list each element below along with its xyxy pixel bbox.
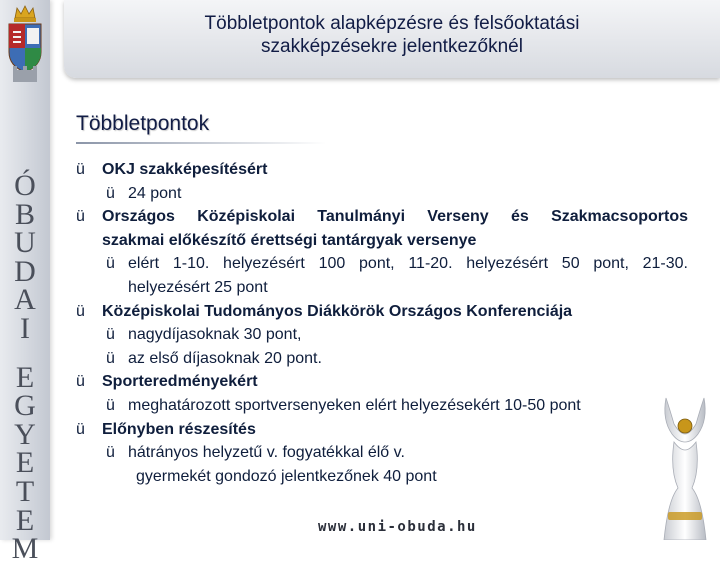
footer-url: www.uni-obuda.hu xyxy=(318,519,477,535)
sub-list-item xyxy=(76,394,688,418)
sidebar-letter: A xyxy=(14,283,36,317)
sub-item-label: az első díjasoknak 20 pont. xyxy=(128,349,322,367)
label-line: helyezésért 25 pont xyxy=(128,278,268,296)
checkmark-icon: ü xyxy=(106,255,115,273)
sub-item-continuation: gyermekét gondozó jelentkezőnek 40 pont xyxy=(136,467,437,485)
section-title: Többletpontok xyxy=(76,112,210,135)
university-crest-icon xyxy=(3,4,47,84)
vertical-university-name xyxy=(0,169,50,565)
sidebar-letter: U xyxy=(14,226,36,260)
sub-item-label: meghatározott sportversenyeken elért helyezésekért 10-50 pont xyxy=(128,396,581,414)
sub-list-item xyxy=(76,441,688,465)
label-line: Országos Középiskolai Tanulmányi Verseny és Szakmacsoportos xyxy=(102,208,688,226)
sidebar-letter: Y xyxy=(14,417,36,451)
sub-list-item xyxy=(76,182,688,206)
list-item-label: Középiskolai Tudományos Diákkörök Országos Konferenciája xyxy=(102,302,573,320)
title-line: Többletpontok alapképzésre és felsőoktatási xyxy=(204,13,580,34)
checkmark-icon: ü xyxy=(106,184,115,202)
sidebar-letter: D xyxy=(14,254,36,288)
sidebar-letter: E xyxy=(15,503,35,537)
sub-item-label: hátrányos helyzetű v. fogyatékkal élő v. xyxy=(128,444,405,462)
sidebar-letter: T xyxy=(15,474,35,508)
list-item xyxy=(76,205,688,252)
sub-list-item xyxy=(76,323,688,347)
checkmark-icon: ü xyxy=(76,161,85,178)
checkmark-icon: ü xyxy=(76,302,85,320)
label-line: elért 1-10. helyezésért 100 pont, 11-20. helyezésért 50 pont, 21-30. xyxy=(128,255,688,273)
sidebar-letter: B xyxy=(14,197,35,231)
sidebar-letter: Ó xyxy=(14,169,36,202)
checkmark-icon: ü xyxy=(106,396,115,414)
sub-list-item xyxy=(76,252,688,299)
sub-item-label: nagydíjasoknak 30 pont, xyxy=(128,326,302,344)
checkmark-icon: ü xyxy=(76,373,85,391)
checkmark-icon: ü xyxy=(106,349,115,367)
list-item xyxy=(76,370,688,394)
list-item xyxy=(76,418,688,442)
list-item xyxy=(76,300,688,324)
label-line: szakmai előkészítő érettségi tantárgyak versenye xyxy=(102,231,477,249)
page-title xyxy=(205,12,580,58)
left-sidebar-band xyxy=(0,0,50,565)
sidebar-letter: E xyxy=(15,360,35,394)
sidebar-letter: I xyxy=(20,311,30,345)
bullet-list xyxy=(76,158,688,488)
sub-list-item xyxy=(76,347,688,371)
list-item-label: Előnyben részesítés xyxy=(102,420,256,438)
checkmark-icon: ü xyxy=(76,420,85,438)
list-item-label xyxy=(102,205,688,252)
title-line: szakképzésekre jelentkezőknél xyxy=(261,36,523,57)
sub-item-label xyxy=(128,252,688,299)
list-item-label: Sporteredményekért xyxy=(102,373,258,391)
list-item-label: OKJ szakképesítésért xyxy=(102,161,268,178)
sidebar-letter: G xyxy=(14,389,36,423)
sub-item-label: 24 pont xyxy=(128,184,182,202)
sidebar-letter: E xyxy=(15,446,35,480)
checkmark-icon: ü xyxy=(76,208,85,226)
title-bar xyxy=(64,0,720,78)
trophy-statue-icon xyxy=(652,390,718,540)
checkmark-icon: ü xyxy=(106,326,115,344)
list-item xyxy=(76,158,688,182)
checkmark-icon: ü xyxy=(106,444,115,462)
sidebar-letter: M xyxy=(11,532,39,565)
